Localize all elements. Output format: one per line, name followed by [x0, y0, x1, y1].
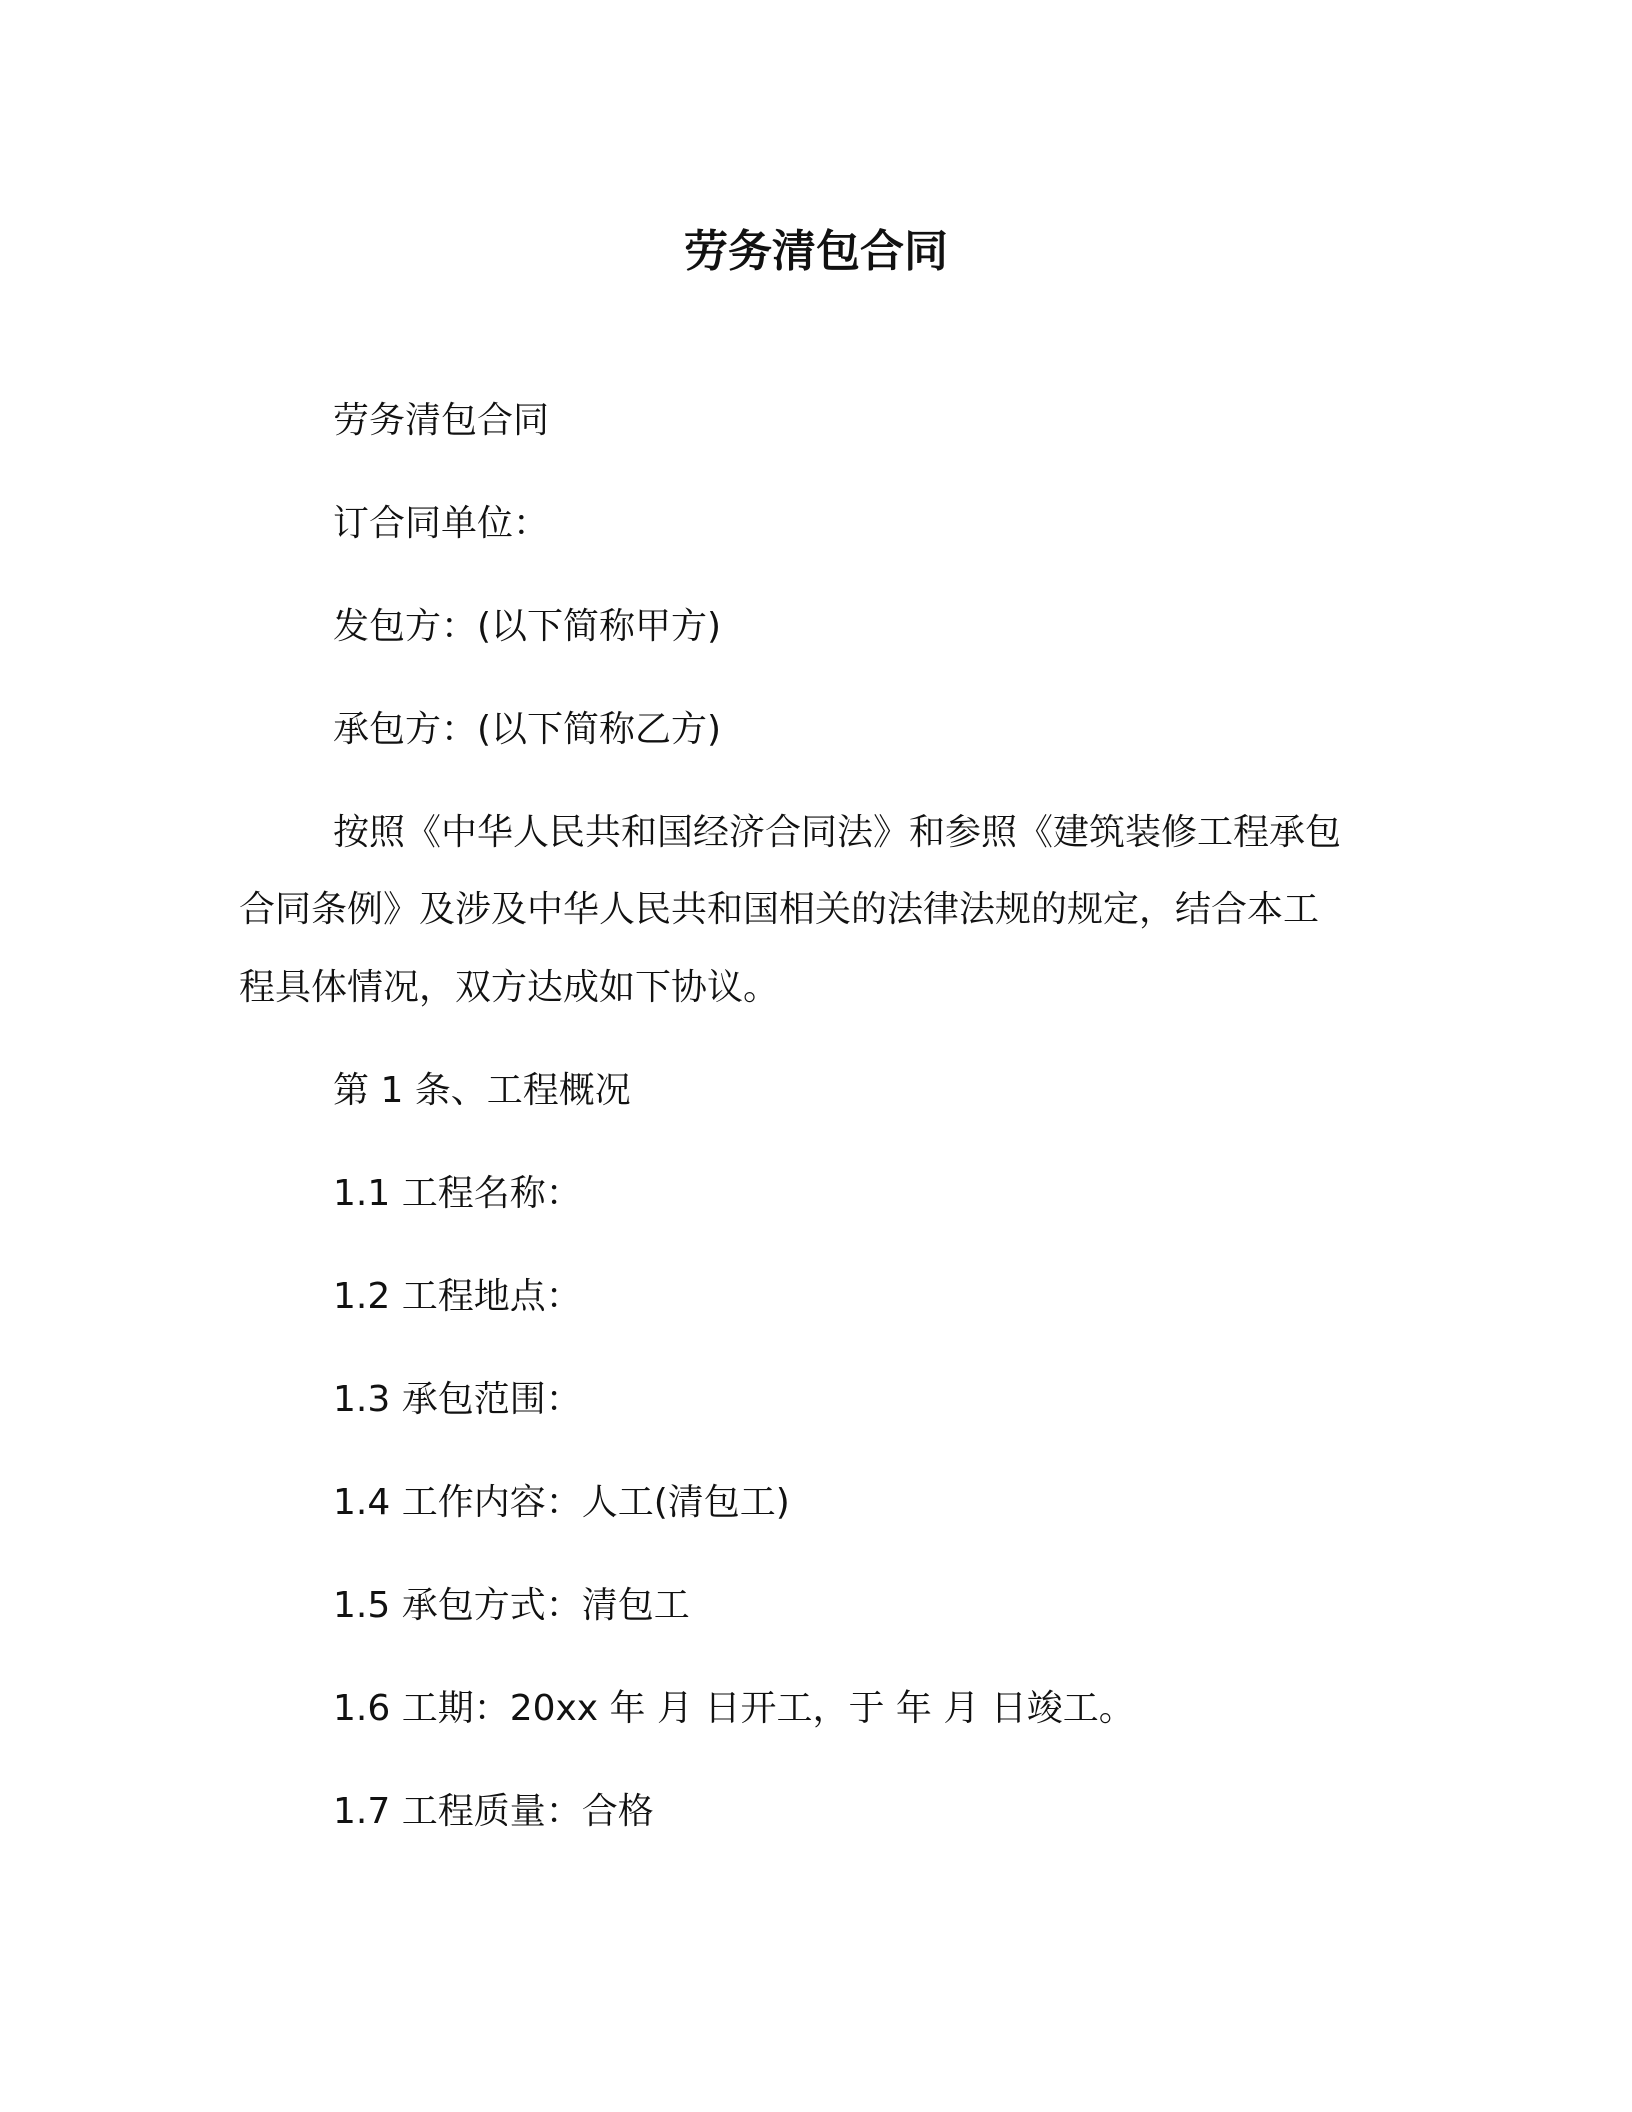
paragraph-party-a: 发包方：(以下简称甲方): [333, 606, 722, 647]
section-heading-1: 第 1 条、工程概况: [333, 1070, 631, 1111]
paragraph-preamble-line-1: 按照《中华人民共和国经济合同法》和参照《建筑装修工程承包: [333, 812, 1342, 853]
clause-1-1: 1.1 工程名称：: [333, 1173, 582, 1214]
clause-1-3: 1.3 承包范围：: [333, 1379, 582, 1420]
clause-1-4: 1.4 工作内容：人工(清包工): [333, 1482, 790, 1523]
clause-1-6: 1.6 工期：20xx 年 月 日开工，于 年 月 日竣工。: [333, 1688, 1135, 1729]
clause-1-2: 1.2 工程地点：: [333, 1276, 582, 1317]
document-title: 劳务清包合同: [684, 226, 948, 277]
paragraph-contract-name: 劳务清包合同: [333, 400, 550, 441]
clause-1-7: 1.7 工程质量：合格: [333, 1791, 654, 1832]
paragraph-preamble-line-3: 程具体情况，双方达成如下协议。: [239, 967, 780, 1008]
clause-1-5: 1.5 承包方式：清包工: [333, 1585, 690, 1626]
paragraph-preamble-line-2: 合同条例》及涉及中华人民共和国相关的法律法规的规定，结合本工: [239, 889, 1320, 930]
paragraph-party-b: 承包方：(以下简称乙方): [333, 709, 722, 750]
paragraph-contract-parties-label: 订合同单位：: [333, 503, 550, 544]
